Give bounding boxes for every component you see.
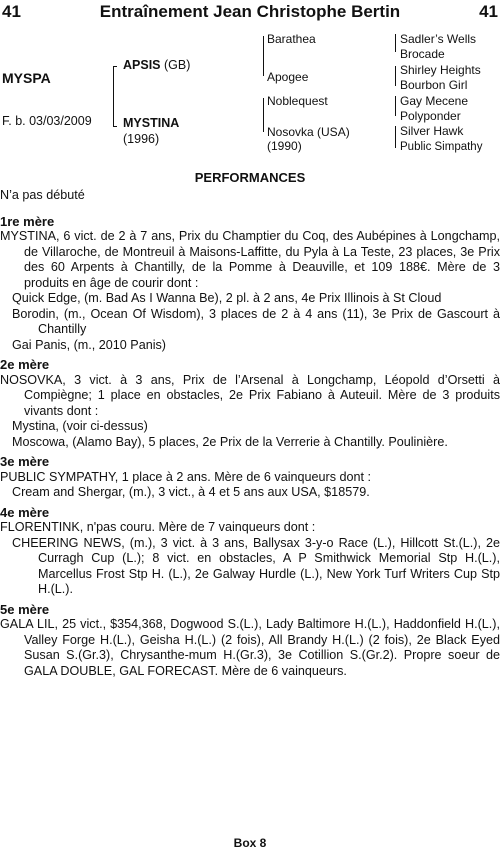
grandsire-2: Apogee [267,70,309,84]
page-number-right: 41 [479,2,498,21]
footer-box: Box 8 [233,836,267,850]
m1-p3: Borodin, (m., Ocean Of Wisdom), 3 places de 2 à 4 ans (11), 3e Prix de Gascourt à Chantilly [12,306,500,336]
grandsire-4: Nosovka (USA) (1990) [267,125,350,153]
page-number-left: 41 [2,2,21,21]
performances-text: N’a pas débuté [0,188,85,202]
ggs-5: Gay Mecene [400,94,469,108]
m2-p2: Mystina, (voir ci-dessus) [12,419,148,433]
grandsire-3: Noblequest [267,94,328,108]
main-text [0,188,500,679]
ggs-3: Shirley Heights [400,63,481,77]
m3-p2: Cream and Shergar, (m.), 3 vict., à 4 et 5 ans aux USA, $18579. [12,485,370,499]
m4-p2: CHEERING NEWS, (m.), 3 vict. à 3 ans, Ballysax 3-y-o Race (L.), Hillcott St.(L.), 2e Curragh Cup (L.); 8 vict. en obstacles, A P Smithwick Memorial Stp H.(L.), Marcellus Frost Stp H. (L.), 2e Galway Hurdle (L.), New York Turf Writers Cup Stp H.(L.). [12,535,500,596]
ggs-1: Sadler’s Wells [400,32,477,46]
m2-p3: Moscowa, (Alamo Bay), 5 places, 2e Prix de la Verrerie à Chantilly. Poulinière. [12,434,448,449]
m4-heading: 4e mère [0,504,50,520]
m3-heading: 3e mère [0,454,50,469]
ggs-8: Public Simpathy [400,141,483,153]
m5-p1: GALA LIL, 25 vict., $354,368, Dogwood S.(L.), Lady Baltimore H.(L.), Haddonfield H.(L.), Valley Forge H.(L.), Geisha H.(L.) (2 fois), All Brandy H.(L.) (2 fois), 2e Black Eyed Susan S.(Gr.3), Chrysanthe-mum H.(Gr.3), 3e Cotillion S.(Gr.2). Propre soeur de GALA DOUBLE, GAL FORECAST. Mère de 6 vainqueurs. [0,617,500,678]
m1-p1: MYSTINA, 6 vict. de 2 à 7 ans, Prix du Champtier du Coq, des Aubépines à Longchamp, de Villaroche, de Montreuil à Maisons-Laffitte, du Pyla à La Teste, 23 places, 3e Prix des 60 Arpents à Chantilly, de la Pomme à Deauville, et 109 188€. Mère de 3 produits en âge de courir dont : [0,229,500,290]
grandsire-1: Barathea [267,32,316,46]
ggs-2: Brocade [400,47,445,61]
m3-p1: PUBLIC SYMPATHY, 1 place à 2 ans. Mère de 6 vainqueurs dont : [0,469,372,484]
m1-p2: Quick Edge, (m. Bad As I Wanna Be), 2 pl. à 2 ans, 4e Prix Illinois à St Cloud [12,291,442,305]
m5-heading: 5e mère [0,601,50,617]
m1-heading: 1re mère [0,213,55,229]
ggs-4: Bourbon Girl [400,78,468,92]
ggs-7: Silver Hawk [400,124,464,138]
performances-title: PERFORMANCES [194,170,306,185]
page-title: Entraînement Jean Christophe Bertin [99,2,401,21]
ggs-6: Polyponder [400,109,461,123]
horse-info: F. b. 03/03/2009 [2,114,92,128]
dam: MYSTINA (1996) [123,116,180,146]
m2-heading: 2e mère [0,357,50,372]
horse-name: MYSPA [2,70,51,86]
m2-p1: NOSOVKA, 3 vict. à 3 ans, Prix de l’Arsenal à Longchamp, Léopold d’Orsetti à Compiègne; 1 place en obstacles, 2e Prix Fabiano à Auteuil. Mère de 3 produits vivants dont : [0,372,500,418]
m4-p1: FLORENTINK, n'pas couru. Mère de 7 vainqueurs dont : [0,520,316,534]
m1-p4: Gai Panis, (m., 2010 Panis) [12,337,166,352]
sire: APSIS (GB) [123,58,191,72]
